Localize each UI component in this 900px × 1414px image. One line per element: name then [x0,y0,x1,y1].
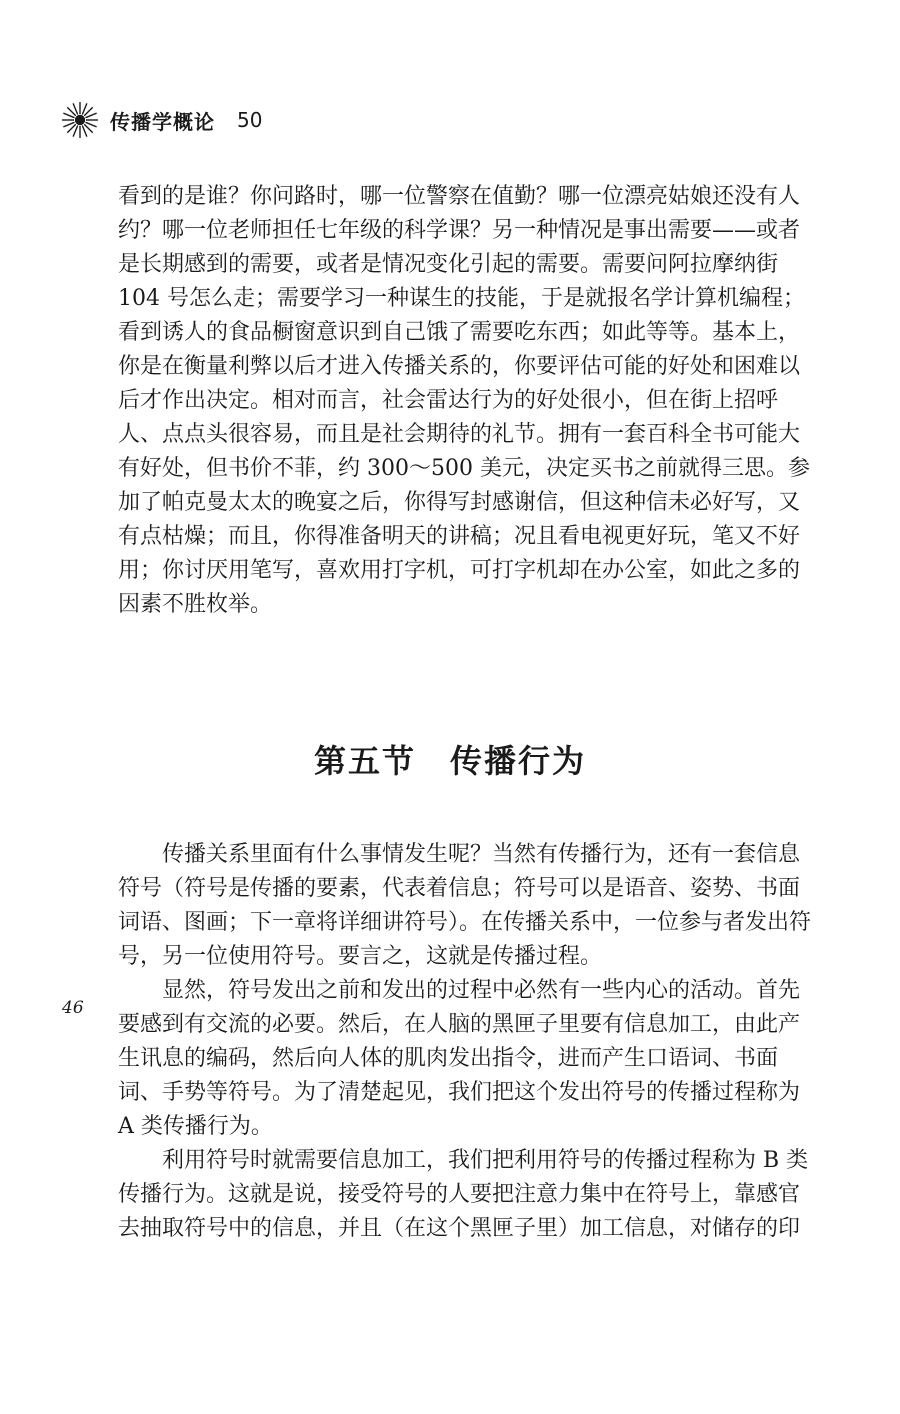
margin-page-number: 46 [62,998,84,1018]
flower-emblem-icon [60,100,100,140]
section-title: 第五节 传播行为 [313,742,586,780]
paragraph-continued: 看到的是谁？你问路时，哪一位警察在值勤？哪一位漂亮姑娘还没有人约？哪一位老师担任七年级的科学课？另一种情况是事出需要——或者是长期感到的需要，或者是情况变化引起的需要。需要问阿拉摩纳街 104 号怎么走；需要学习一种谋生的技能，于是就报名学计算机编程；看到诱人的食品橱窗意识到自己饿了需要吃东西；如此等等。基本上，你是在衡量利弊以后才进入传播关系的，你要评估可能的好处和困难以后才作出决定。相对而言，社会雷达行为的好处很小，但在街上招呼人、点点头很容易，而且是社会期待的礼节。拥有一套百科全书可能大有好处，但书价不菲，约 300～500 美元，决定买书之前就得三思。参加了帕克曼太太的晚宴之后，你得写封感谢信，但这种信未必好写，又有点枯燥；而且，你得准备明天的讲稿；况且看电视更好玩，笔又不好用；你讨厌用笔写，喜欢用打字机，可打字机却在办公室，如此之多的因素不胜枚举。 [118,184,810,617]
paragraph: 传播关系里面有什么事情发生呢？当然有传播行为，还有一套信息符号（符号是传播的要素，代表着信息；符号可以是语音、姿势、书面词语、图画；下一章将详细讲符号）。在传播关系中，一位参与者发出符号，另一位使用符号。要言之，这就是传播过程。 [118,842,812,969]
paragraph: 显然，符号发出之前和发出的过程中必然有一些内心的活动。首先要感到有交流的必要。然后，在人脑的黑匣子里要有信息加工，由此产生讯息的编码，然后向人体的肌肉发出指令，进而产生口语词、书面词、手势等符号。为了清楚起见，我们把这个发出符号的传播过程称为 A 类传播行为。 [118,978,801,1139]
section-body [118,838,818,1246]
running-header [60,100,262,140]
paragraph: 利用符号时就需要信息加工，我们把利用符号的传播过程称为 B 类传播行为。这就是说，接受符号的人要把注意力集中在符号上，靠感官去抽取符号中的信息，并且（在这个黑匣子里）加工信息，对储存的印 [118,1148,809,1241]
book-title: 传播学概论 [110,109,215,134]
page-number: 50 [237,108,263,132]
